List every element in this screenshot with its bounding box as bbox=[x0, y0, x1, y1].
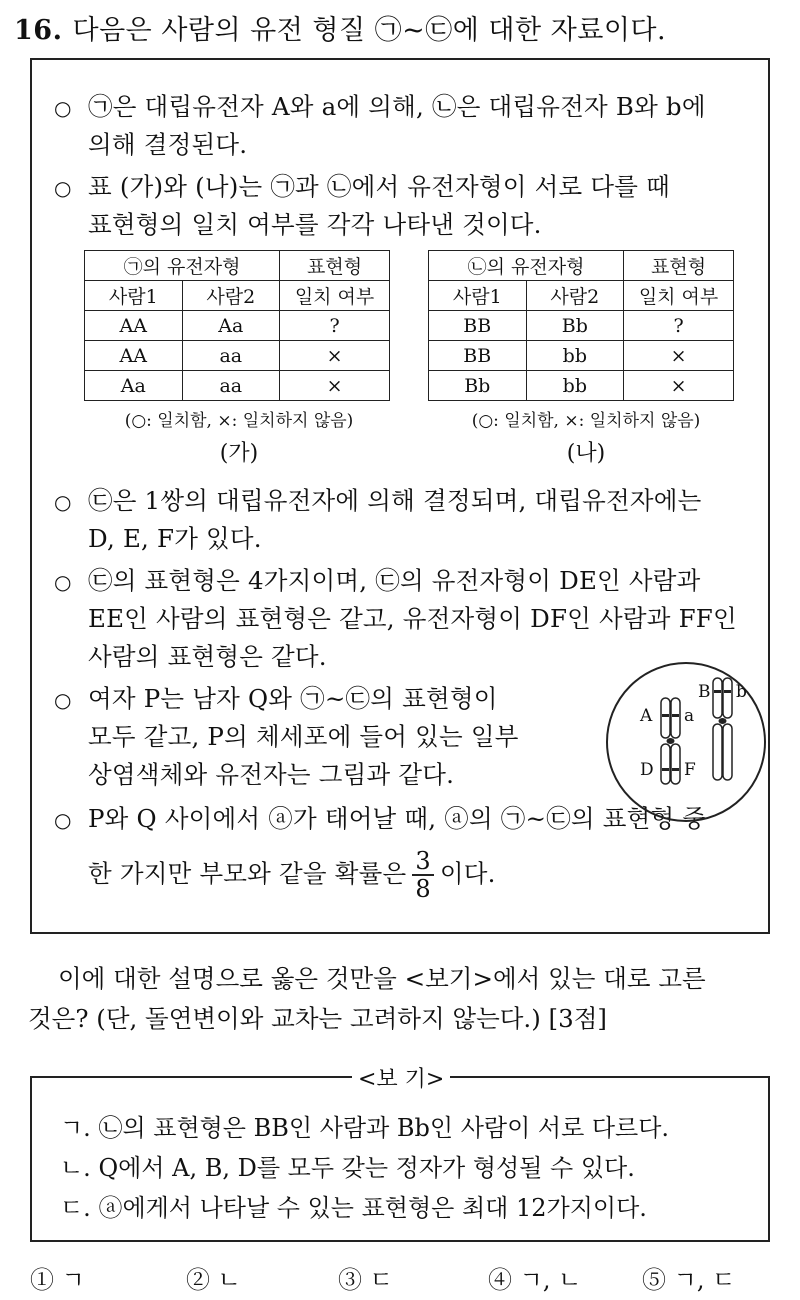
table-ga-phenotype-header-1: 표현형 bbox=[280, 251, 390, 281]
table-ga-phenotype-header-2: 일치 여부 bbox=[280, 281, 390, 311]
cell-figure bbox=[606, 662, 766, 822]
chromosome-diagram bbox=[608, 664, 764, 820]
bogi-box bbox=[30, 1076, 770, 1242]
gene-label-a: a bbox=[684, 706, 695, 726]
bullet-5-line-1: ○ 여자 P는 남자 Q와 ㉠~㉢의 표현형이 bbox=[54, 684, 498, 713]
bullet-4-line-2: EE인 사람의 표현형은 같고, 유전자형이 DF인 사람과 FF인 bbox=[88, 604, 737, 633]
gene-label-F: F bbox=[684, 760, 696, 780]
bullet-mark: ○ bbox=[54, 688, 72, 712]
bullet-3-line-2: D, E, F가 있다. bbox=[88, 524, 262, 553]
choice-1[interactable]: ① ㄱ bbox=[30, 1266, 85, 1294]
bogi-item-3: ㄷ. ⓐ에게서 나타날 수 있는 표현형은 최대 12가지이다. bbox=[60, 1194, 647, 1222]
table-na-person2-header: 사람2 bbox=[526, 281, 624, 311]
bullet-1-line-2: 의해 결정된다. bbox=[88, 130, 248, 159]
bullet-6-line-2: 한 가지만 부모와 같을 확률은 $\frac{3}{8}$ 이다. bbox=[88, 847, 496, 904]
gene-label-A: A bbox=[640, 706, 653, 726]
choice-3[interactable]: ③ ㄷ bbox=[338, 1266, 393, 1294]
choice-4[interactable]: ④ ㄱ, ㄴ bbox=[488, 1266, 582, 1294]
bullet-1-line-1: ○ ㉠은 대립유전자 A와 a에 의해, ㉡은 대립유전자 B와 b에 bbox=[54, 92, 706, 121]
chromosome-lower-right-1 bbox=[713, 724, 722, 780]
gene-label-b: b bbox=[736, 682, 747, 702]
table-na-phenotype-header-2: 일치 여부 bbox=[624, 281, 734, 311]
bullet-4-line-3: 사람의 표현형은 같다. bbox=[88, 642, 327, 671]
chromosome-upper-right-2 bbox=[723, 678, 732, 718]
bullet-mark: ○ bbox=[54, 96, 72, 120]
gene-label-D: D bbox=[640, 760, 654, 780]
bullet-2-line-2: 표현형의 일치 여부를 각각 나타낸 것이다. bbox=[88, 210, 542, 239]
instruction-line-1: 이에 대한 설명으로 옳은 것만을 <보기>에서 있는 대로 고른 bbox=[58, 964, 706, 993]
bullet-mark: ○ bbox=[54, 570, 72, 594]
gene-label-B: B bbox=[698, 682, 711, 702]
table-ga-person1-header: 사람1 bbox=[85, 281, 183, 311]
bogi-item-2: ㄴ. Q에서 A, B, D를 모두 갖는 정자가 형성될 수 있다. bbox=[60, 1154, 635, 1182]
question-stem: 다음은 사람의 유전 형질 ㉠~㉢에 대한 자료이다. bbox=[72, 15, 667, 46]
table-ga-genotype-header: ㉠의 유전자형 bbox=[85, 251, 280, 281]
table-na-caption: (○: 일치함, ×: 일치하지 않음) bbox=[471, 411, 701, 431]
table-row: BB bb × bbox=[429, 341, 734, 371]
probability-fraction bbox=[412, 848, 433, 903]
choice-2[interactable]: ② ㄴ bbox=[186, 1266, 241, 1294]
table-row: Aa aa × bbox=[85, 371, 390, 401]
chromosome-lower-left-1 bbox=[661, 744, 670, 784]
chromosome-upper-left-2 bbox=[671, 698, 680, 738]
table-row: AA aa × bbox=[85, 341, 390, 371]
table-ga-person2-header: 사람2 bbox=[182, 281, 280, 311]
bogi-item-1: ㄱ. ㉡의 표현형은 BB인 사람과 Bb인 사람이 서로 다르다. bbox=[60, 1114, 670, 1142]
chromosome-upper-left-1 bbox=[661, 698, 670, 738]
bullet-2-line-1: ○ 표 (가)와 (나)는 ㉠과 ㉡에서 유전자형이 서로 다를 때 bbox=[54, 172, 670, 201]
table-na-person1-header: 사람1 bbox=[429, 281, 527, 311]
bullet-3-line-1: ○ ㉢은 1쌍의 대립유전자에 의해 결정되며, 대립유전자에는 bbox=[54, 486, 702, 515]
bullet-5-line-3: 상염색체와 유전자는 그림과 같다. bbox=[88, 760, 455, 789]
bullet-4-line-1: ○ ㉢의 표현형은 4가지이며, ㉢의 유전자형이 DE인 사람과 bbox=[54, 566, 701, 595]
bullet-mark: ○ bbox=[54, 490, 72, 514]
table-row: Bb bb × bbox=[429, 371, 734, 401]
chromosome-lower-right-2 bbox=[723, 724, 732, 780]
fraction-numerator: 3 bbox=[412, 848, 433, 876]
bullet-5-line-2: 모두 같고, P의 체세포에 들어 있는 일부 bbox=[88, 722, 519, 751]
chromosome-lower-left-2 bbox=[671, 744, 680, 784]
question-header bbox=[14, 8, 666, 47]
table-ga bbox=[84, 250, 390, 401]
bullet-mark: ○ bbox=[54, 808, 72, 832]
chromosome-upper-right-1 bbox=[713, 678, 722, 718]
table-na-genotype-header: ㉡의 유전자형 bbox=[429, 251, 624, 281]
bullet-6-line-1: ○ P와 Q 사이에서 ⓐ가 태어날 때, ⓐ의 ㉠~㉢의 표현형 중 bbox=[54, 804, 707, 833]
table-ga-caption: (○: 일치함, ×: 일치하지 않음) bbox=[124, 411, 354, 431]
instruction-line-2: 것은? (단, 돌연변이와 교차는 고려하지 않는다.) [3점] bbox=[28, 1004, 607, 1033]
bullet-mark: ○ bbox=[54, 176, 72, 200]
table-row: AA Aa ? bbox=[85, 311, 390, 341]
table-na-phenotype-header-1: 표현형 bbox=[624, 251, 734, 281]
question-number: 16. bbox=[14, 15, 63, 46]
choice-5[interactable]: ⑤ ㄱ, ㄷ bbox=[642, 1266, 736, 1294]
table-na bbox=[428, 250, 734, 401]
table-ga-label: (가) bbox=[219, 441, 259, 466]
table-row: BB Bb ? bbox=[429, 311, 734, 341]
fraction-denominator: 8 bbox=[415, 875, 431, 904]
bogi-title: <보 기> bbox=[352, 1062, 450, 1093]
table-na-label: (나) bbox=[566, 441, 606, 466]
